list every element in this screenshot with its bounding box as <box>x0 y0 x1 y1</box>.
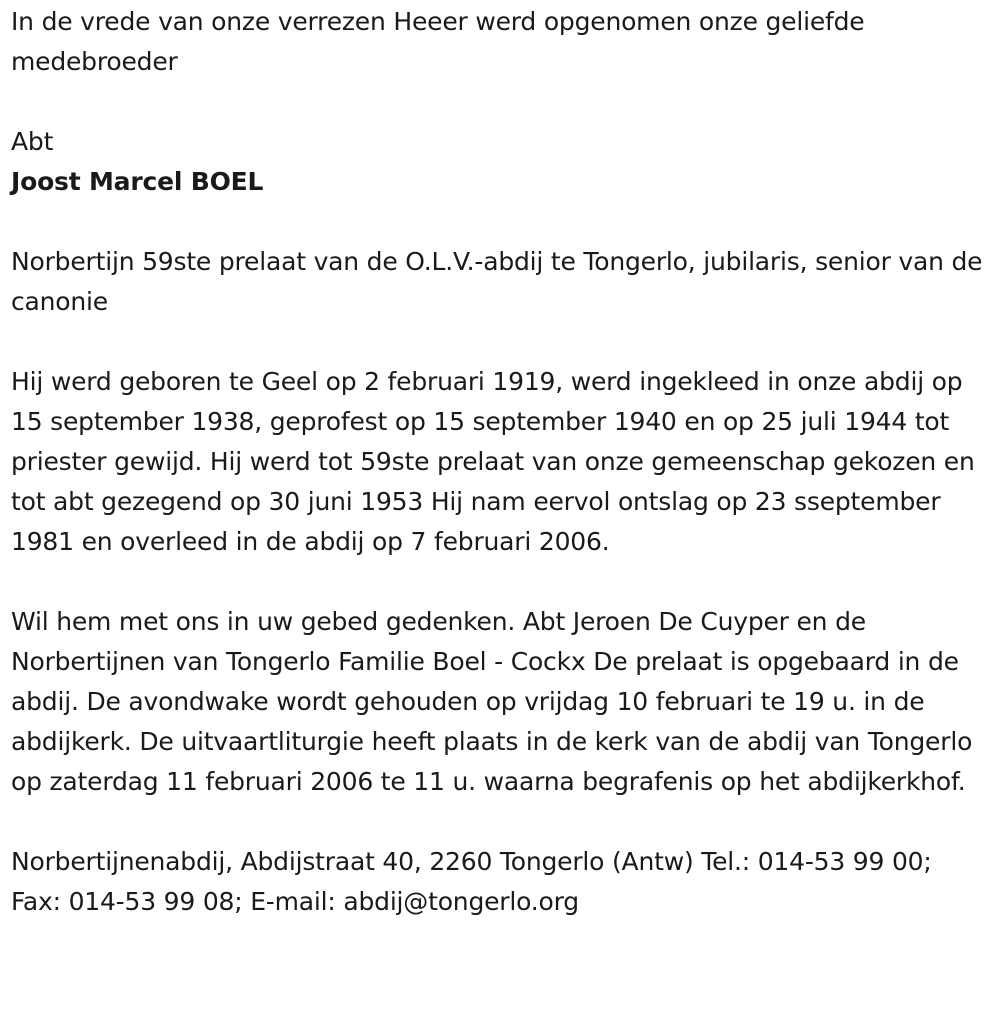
spacer <box>11 202 988 242</box>
role-text: Norbertijn 59ste prelaat van de O.L.V.-abdij te Tongerlo, jubilaris, senior van de canonie <box>11 247 983 316</box>
spacer <box>11 322 988 362</box>
contact-text: Norbertijnenabdij, Abdijstraat 40, 2260 Tongerlo (Antw) Tel.: 014-53 99 00; Fax: 014-53 99 08; E-mail: abdij@tongerlo.org <box>11 847 932 916</box>
deceased-title: Abt <box>11 127 54 156</box>
spacer <box>11 82 988 122</box>
spacer <box>11 802 988 842</box>
funeral-text: Wil hem met ons in uw gebed gedenken. Abt Jeroen De Cuyper en de Norbertijnen van Tongerlo Familie Boel - Cockx De prelaat is opgebaard in de abdij. De avondwake wordt gehouden op vrijdag 10 februari te 19 u. in de abdijkerk. De uitvaartliturgie heeft plaats in de kerk van de abdij van Tongerlo op zaterdag 11 februari 2006 te 11 u. waarna begrafenis op het abdijkerkhof. <box>11 607 973 796</box>
deceased-name: Joost Marcel BOEL <box>11 167 264 196</box>
biography-text: Hij werd geboren te Geel op 2 februari 1919, werd ingekleed in onze abdij op 15 september 1938, geprofest op 15 september 1940 en op 25 juli 1944 tot priester gewijd. Hij werd tot 59ste prelaat van onze gemeenschap gekozen en tot abt gezegend op 30 juni 1953 Hij nam eervol ontslag op 23 sseptember 1981 en overleed in de abdij op 7 februari 2006. <box>11 367 975 556</box>
intro-text: In de vrede van onze verrezen Heeer werd opgenomen onze geliefde medebroeder <box>11 7 865 76</box>
spacer <box>11 562 988 602</box>
